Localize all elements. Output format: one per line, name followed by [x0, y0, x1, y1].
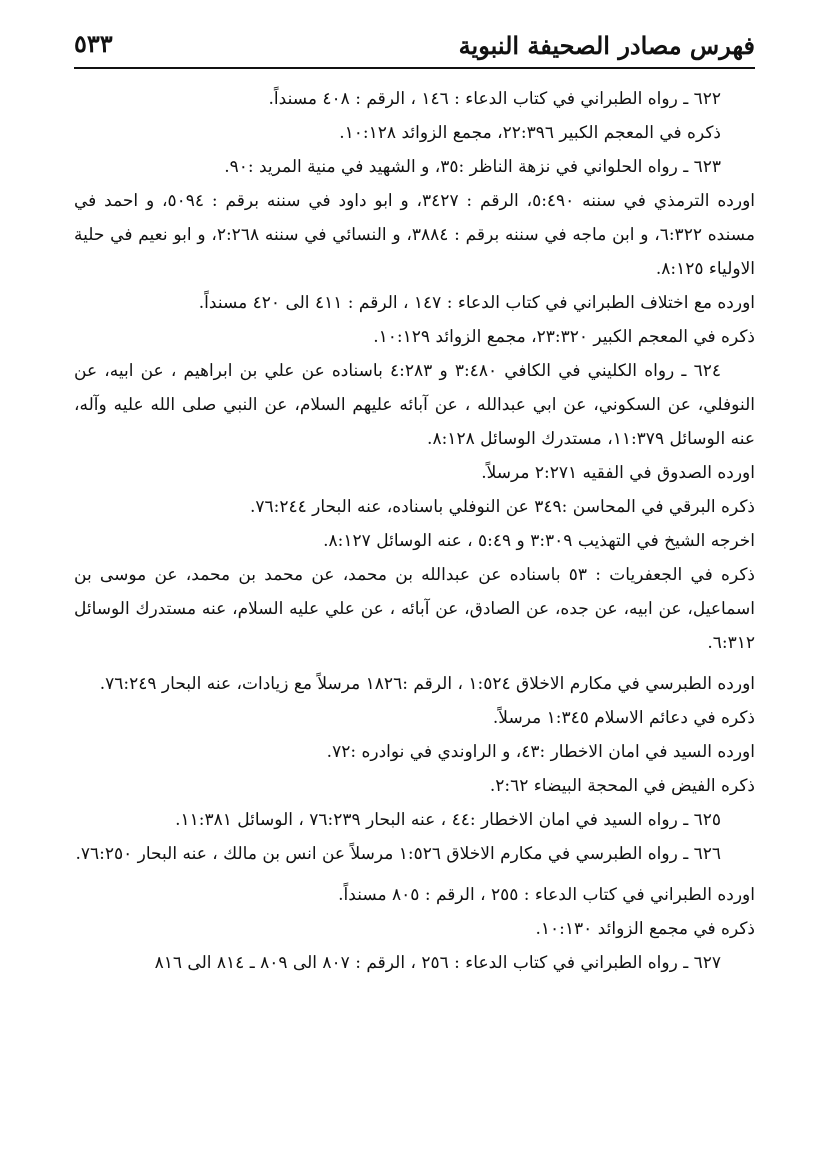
- paragraph-623-note: ذكره في المعجم الكبير ٢٣:٣٢٠، مجمع الزوائد ١٠:١٢٩.: [373, 327, 755, 347]
- paragraph-entry-627: ٦٢٧ ـ رواه الطبراني في كتاب الدعاء : ٢٥٦ ، الرقم : ٨٠٧ الى ٨٠٩ ـ ٨١٤ الى ٨١٦: [154, 953, 721, 973]
- paragraph-entry-626: ٦٢٦ ـ رواه الطبرسي في مكارم الاخلاق ١:٥٢٦ مرسلاً عن انس بن مالك ، عنه البحار ٧٦:٢٥٠.: [75, 844, 721, 864]
- paragraph-624-daaim: ذكره في دعائم الاسلام ١:٣٤٥ مرسلاً.: [492, 708, 755, 728]
- paragraph-624-tahdhib: اخرجه الشيخ في التهذيب ٣:٣٠٩ و ٥:٤٩ ، عنه الوسائل ٨:١٢٧.: [323, 531, 755, 551]
- paragraph-623-variant: اورده مع اختلاف الطبراني في كتاب الدعاء : ١٤٧ ، الرقم : ٤١١ الى ٤٢٠ مسنداً.: [198, 293, 755, 313]
- paragraph-624-jafariyat: ذكره في الجعفريات : ٥٣ باسناده عن عبدالله بن محمد، عن محمد بن محمد، عن موسى بن اسماعيل، عن ابيه، عن جده، عن الصادق، عن آبائه ، عن علي عليه السلام، عنه مستدرك الوسائل ٦:٣١٢.: [74, 565, 755, 653]
- paragraph-entry-622: ٦٢٢ ـ رواه الطبراني في كتاب الدعاء : ١٤٦ ، الرقم : ٤٠٨ مسنداً.: [268, 89, 721, 109]
- paragraph-624-barqi: ذكره البرقي في المحاسن :٣٤٩ عن النوفلي باسناده، عنه البحار ٧٦:٢٤٤.: [249, 497, 755, 517]
- references-body: [74, 82, 755, 980]
- paragraph-626-note: ذكره في مجمع الزوائد ١٠:١٣٠.: [535, 919, 755, 939]
- header-title: فهرس مصادر الصحيفة النبوية: [458, 31, 755, 60]
- paragraph-626-tabarani: اورده الطبراني في كتاب الدعاء : ٢٥٥ ، الرقم : ٨٠٥ مسنداً.: [338, 885, 755, 905]
- running-header: [74, 27, 755, 67]
- header-divider: [74, 67, 755, 69]
- paragraph-622-note: ذكره في المعجم الكبير ٢٢:٣٩٦، مجمع الزوائد ١٠:١٢٨.: [339, 123, 721, 143]
- paragraph-624-aman: اورده السيد في امان الاخطار :٤٣، و الراوندي في نوادره :٧٢.: [326, 742, 755, 762]
- page-number: ٥٣٣: [74, 29, 113, 58]
- paragraph-entry-625: ٦٢٥ ـ رواه السيد في امان الاخطار :٤٤ ، عنه البحار ٧٦:٢٣٩ ، الوسائل ١١:٣٨١.: [175, 810, 721, 830]
- paragraph-entry-623: ٦٢٣ ـ رواه الحلواني في نزهة الناظر :٣٥، و الشهيد في منية المريد :٩٠.: [224, 157, 721, 177]
- paragraph-624-saduq: اورده الصدوق في الفقيه ٢:٢٧١ مرسلاً.: [481, 463, 755, 483]
- paragraph-624-mahajja: ذكره الفيض في المحجة البيضاء ٢:٦٢.: [489, 776, 755, 796]
- paragraph-623-sources: اورده الترمذي في سننه ٥:٤٩٠، الرقم : ٣٤٢٧، و ابو داود في سننه برقم : ٥٠٩٤، و احمد في مسنده ٦:٣٢٢، و ابن ماجه في سننه برقم : ٣٨٨٤، و النسائي في سننه ٢:٢٦٨، و ابو نعيم في حلية الاولياء ٨:١٢٥.: [74, 191, 755, 279]
- paragraph-entry-624: ٦٢٤ ـ رواه الكليني في الكافي ٣:٤٨٠ و ٤:٢٨٣ باسناده عن علي بن ابراهيم ، عن ابيه، عن النوفلي، عن السكوني، عن ابي عبدالله ، عن آبائه عليهم السلام، عن النبي صلى الله عليه وآله، عنه الوسائل ١١:٣٧٩، مستدرك الوسائل ٨:١٢٨.: [74, 361, 755, 449]
- paragraph-624-makarim: اورده الطبرسي في مكارم الاخلاق ١:٥٢٤ ، الرقم :١٨٢٦ مرسلاً مع زيادات، عنه البحار ٧٦:٢٤٩.: [99, 674, 755, 694]
